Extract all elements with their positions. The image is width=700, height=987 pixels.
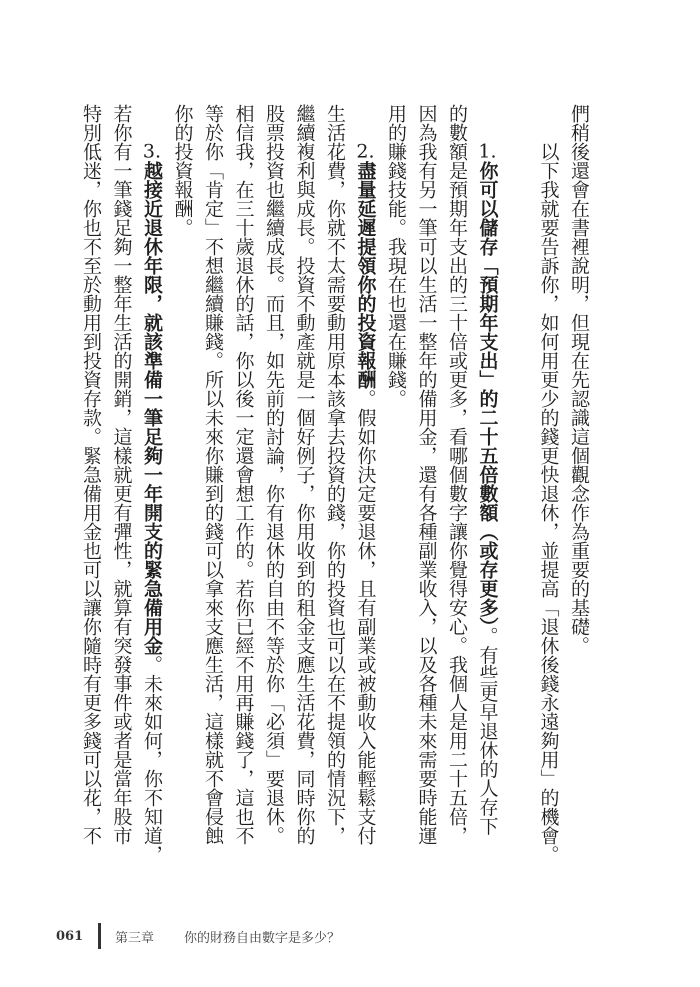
chapter-label: 第三章 — [115, 930, 155, 946]
body-text: 生活花費，你就不太需要動用原本該拿去投資的錢，你的投資也可以在不提領的情況下， — [324, 104, 346, 845]
body-text: 股票投資也繼續成長。而且，如先前的討論，你有退休的自由不等於你「必須」要退休。 — [263, 104, 285, 845]
text-column — [350, 104, 381, 849]
body-text: 因為我有另一筆可以生活一整年的備用金，還有各種副業收入，以及各種未來需要時能運 — [415, 104, 438, 845]
body-text: 若你有一筆錢足夠一整年生活的開銷，這樣就更有彈性，就算有突發事件或者是當年股市 — [110, 104, 133, 845]
page-number: 061 — [56, 928, 84, 944]
body-text: 相信我，在三十歲退休的話，你以後一定還會想工作的。若你已經不用再賺錢了，這也不 — [232, 104, 255, 845]
footer-divider — [98, 923, 101, 949]
bold-heading-text: 盡量延遲提領你的投資報酬 — [354, 161, 377, 389]
page-footer — [56, 922, 340, 950]
body-text: 。未來如何，你不知道， — [141, 655, 163, 864]
body-text: 你的投資報酬。 — [171, 104, 194, 237]
paragraph-gap — [503, 104, 534, 849]
body-text: 用的賺錢技能。我現在也還在賺錢。 — [385, 104, 407, 408]
body-text: 以下我就要告訴你，如何用更少的錢更快退休，並提高「退休後錢永遠夠用」的機會。 — [537, 142, 560, 864]
chapter-title: 你的財務自由數字是多少？ — [184, 930, 341, 946]
text-column — [564, 104, 595, 849]
vertical-body-text — [76, 104, 595, 864]
text-column — [320, 104, 351, 849]
body-text: 們稍後還會在書裡說明，但現在先認識這個觀念作為重要的基礎。 — [568, 104, 590, 655]
text-column — [533, 104, 564, 864]
text-column — [167, 104, 198, 849]
text-column — [381, 104, 412, 849]
body-text: 。假如你決定要退休，且有副業或被動收入能輕鬆支付 — [354, 389, 377, 845]
list-number: 1. — [478, 142, 497, 161]
text-column — [198, 104, 229, 849]
body-text: 等於你「肯定」不想繼續賺錢。所以未來你賺到的錢可以拿來支應生活，這樣就不會侵蝕 — [202, 104, 224, 845]
text-column — [259, 104, 290, 849]
text-column — [411, 104, 442, 849]
list-number: 3. — [142, 142, 162, 161]
bold-heading-text: 越接近退休年限，就該準備一筆足夠一年開支的緊急備用金 — [141, 161, 163, 655]
body-text: 的數額是預期年支出的三十倍或更多，看哪個數字讓你覺得安心。我個人是用二十五倍， — [446, 104, 468, 845]
list-number: 2. — [356, 142, 375, 161]
text-column — [442, 104, 473, 849]
text-column — [106, 104, 137, 849]
text-column — [137, 104, 168, 864]
body-text: 。有些更早退休的人存下 — [476, 626, 499, 836]
text-column — [289, 104, 320, 849]
text-column — [472, 104, 503, 849]
body-text: 特別低迷，你也不至於動用到投資存款。緊急備用金也可以讓你隨時有更多錢可以花，不 — [80, 104, 102, 845]
bold-heading-text: 你可以儲存「預期年支出」的二十五倍數額（或存更多） — [476, 161, 499, 627]
text-column — [76, 104, 107, 849]
text-column — [228, 104, 259, 849]
body-text: 繼續複利與成長。投資不動產就是一個好例子，你用收到的租金支應生活花費，同時你的 — [293, 104, 316, 845]
